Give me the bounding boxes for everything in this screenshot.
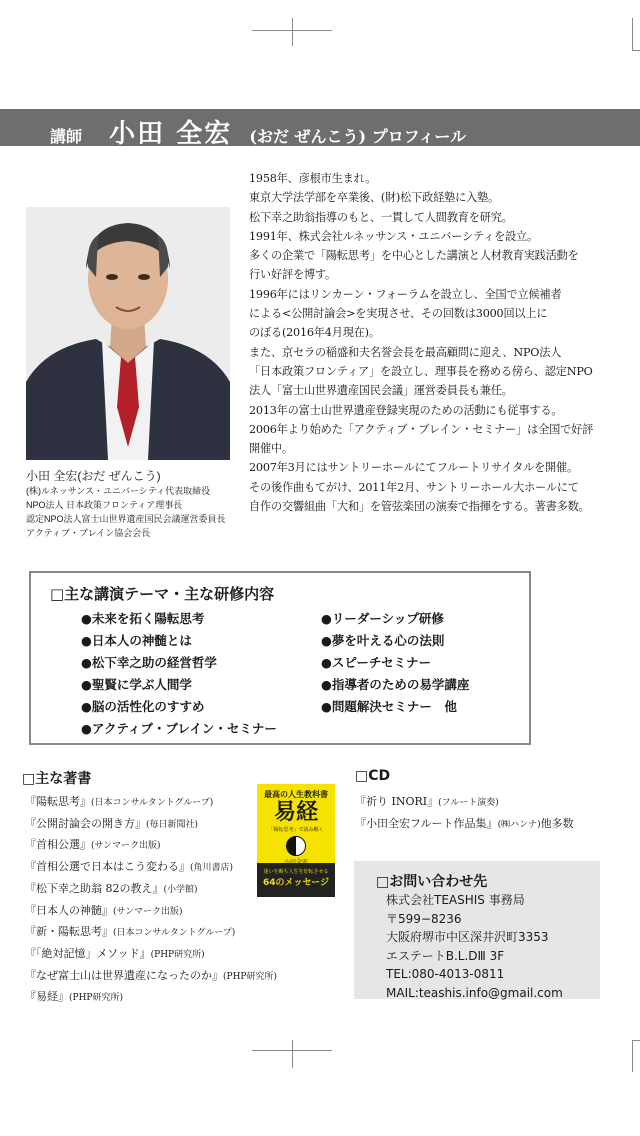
cd-title-text: 『小田全宏フルート作品集』	[355, 816, 498, 830]
book-publisher: (PHP研究所)	[150, 949, 205, 960]
contact-title: □お問い合わせ先	[376, 874, 488, 890]
theme-item: ●夢を叶える心の法則	[321, 633, 445, 648]
crop-mark	[632, 18, 633, 50]
profile-line: 1996年にはリンカーン・フォーラムを設立し、全国で立候補者	[249, 287, 562, 301]
cover-top: 最高の人生教科書	[264, 790, 328, 799]
book-title: 『易経』	[25, 990, 69, 1004]
profile-header	[0, 109, 640, 149]
bio-role: NPO法人 日本政策フロンティア理事長	[26, 500, 183, 510]
cd-note: (㈱ハンナ)	[497, 819, 541, 830]
theme-item: ●スピーチセミナー	[321, 655, 432, 670]
profile-line: 1958年、彦根市生まれ。	[249, 172, 377, 185]
cd-item	[355, 792, 574, 814]
portrait-photo	[26, 207, 230, 460]
book-publisher: (日本コンサルタントグループ)	[91, 798, 214, 808]
book-item	[25, 922, 345, 944]
cd-title: □CD	[355, 768, 391, 784]
cover-title: 易経	[273, 800, 318, 825]
book-title: 『「絶対記憶」メソッド』	[25, 946, 151, 960]
book-item	[25, 966, 345, 988]
bio-block	[26, 468, 241, 540]
book-title: 『松下幸之助翁 82の教え』	[25, 881, 164, 895]
cover-band-title: 64のメッセージ	[263, 878, 329, 888]
crop-mark	[292, 1040, 293, 1068]
contact-postal: 〒599−8236	[386, 911, 462, 926]
theme-item: ●アクティブ・ブレイン・セミナー	[81, 721, 277, 736]
profile-text	[249, 169, 599, 516]
theme-item: ●松下幸之助の経営哲学	[81, 655, 217, 670]
profile-line: 2007年3月にはサントリーホールにてフルートリサイタルを開催。	[249, 461, 579, 475]
cover-band	[257, 863, 335, 897]
portrait-illustration	[26, 207, 230, 460]
header-prefix: 講師	[50, 127, 83, 146]
theme-item: ●リーダーシップ研修	[321, 611, 444, 626]
book-publisher: (サンマーク出版)	[113, 906, 183, 917]
book-item	[25, 944, 345, 966]
cover-band-text: 迷いを断ち人生を好転させる	[263, 869, 329, 875]
book-title: 『首相公選で日本はこう変わる』	[25, 860, 190, 874]
profile-line: による<公開討論会>を実現させ、その回数は3000回以上に	[249, 307, 548, 321]
lecture-themes-box	[29, 571, 531, 745]
book-publisher: (小学館)	[163, 884, 198, 895]
theme-item: ●未来を拓く陽転思考	[81, 611, 205, 626]
profile-line: 東京大学法学部を卒業後、(財)松下政経塾に入塾。	[249, 191, 500, 205]
theme-item: ●日本人の神髄とは	[81, 633, 192, 648]
bio-role: アクティブ・ブレイン協会会長	[26, 528, 151, 538]
book-title: 『公開討論会の開き方』	[25, 816, 146, 830]
bio-name: 小田 全宏(おだ ぜんこう)	[26, 469, 161, 483]
book-publisher: (PHP研究所)	[223, 971, 277, 982]
crop-mark	[632, 1040, 633, 1072]
profile-line: 開催中。	[249, 442, 293, 456]
themes-left-column	[81, 608, 277, 740]
theme-item: ●指導者のための易学講座	[321, 677, 470, 692]
contact-phone[interactable]: TEL:080-4013-0811	[386, 967, 505, 981]
theme-item: ●脳の活性化のすすめ	[81, 699, 205, 714]
yin-yang-icon	[286, 836, 306, 856]
book-publisher: (PHP研究所)	[69, 993, 123, 1004]
profile-line: 行い好評を博す。	[249, 268, 337, 282]
book-title: 『首相公選』	[25, 838, 91, 852]
profile-line: 多くの企業で「陽転思考」を中心とした講演と人材教育実践活動を	[249, 249, 579, 263]
book-title: 『日本人の神髄』	[25, 903, 113, 917]
header-suffix: プロフィール	[371, 127, 467, 146]
book-item	[25, 987, 345, 1009]
profile-line: その後作曲もてがけ、2011年2月、サントリーホール大ホールにて	[249, 480, 579, 494]
contact-box	[354, 861, 600, 999]
bio-role: 認定NPO法人富士山世界遺産国民会議運営委員長	[26, 514, 226, 524]
book-publisher: (日本コンサルタントグループ)	[113, 928, 236, 939]
cover-sub: 「陽転思考」で読み解く	[268, 827, 324, 833]
profile-line: 法人「富士山世界遺産国民会議」運営委員長も兼任。	[249, 384, 513, 398]
contact-address: 大阪府堺市中区深井沢町3353	[386, 930, 549, 944]
profile-line: 松下幸之助翁指導のもと、一貫して人間教育を研究。	[249, 210, 513, 224]
crop-mark	[292, 18, 293, 46]
header-reading: (おだ ぜんこう)	[249, 127, 367, 146]
header-title	[50, 113, 466, 150]
profile-line: 「日本政策フロンティア」を設立し、理事長を務める傍ら、認定NPO	[249, 364, 593, 378]
profile-line: 2013年の富士山世界遺産登録実現のための活動にも従事する。	[249, 403, 563, 417]
contact-lines	[386, 891, 563, 1002]
book-title: 『新・陽転思考』	[25, 925, 113, 939]
cd-item	[355, 814, 574, 836]
books-title: □主な著書	[22, 771, 92, 787]
contact-email[interactable]: MAIL:teashis.info@gmail.com	[386, 985, 563, 1000]
profile-line: 1991年、株式会社ルネッサンス・ユニバーシティを設立。	[249, 229, 539, 243]
header-name: 小田 全宏	[109, 119, 233, 149]
contact-building: エステートB.L.DⅢ 3F	[386, 948, 505, 963]
book-title: 『なぜ富士山は世界遺産になったのか』	[25, 968, 223, 982]
profile-line: また、京セラの稲盛和夫名誉会長を最高顧問に迎え、NPO法人	[249, 345, 562, 359]
book-publisher: (サンマーク出版)	[91, 841, 161, 852]
theme-item: ●聖賢に学ぶ人間学	[81, 677, 192, 692]
crop-mark	[632, 50, 640, 51]
cd-tail: 他多数	[540, 816, 574, 830]
book-item	[25, 901, 345, 923]
themes-title: □主な講演テーマ・主な研修内容	[50, 585, 275, 603]
theme-item: ●問題解決セミナー 他	[321, 699, 457, 714]
themes-right-column	[321, 608, 469, 718]
book-publisher: (角川書店)	[190, 863, 234, 874]
profile-line: 自作の交響組曲「大和」を管弦楽団の演奏で指揮をする。著書多数。	[249, 500, 590, 514]
book-cover-image	[257, 784, 335, 897]
crop-mark	[632, 1040, 640, 1041]
cd-note: (フルート演奏)	[438, 798, 499, 808]
contact-company: 株式会社TEASHIS 事務局	[386, 893, 525, 907]
bio-role: (株)ルネッサンス・ユニバーシティ代表取締役	[26, 486, 211, 496]
book-publisher: (毎日新聞社)	[146, 819, 199, 830]
profile-line: のぼる(2016年4月現在)。	[249, 326, 380, 340]
cd-list	[355, 792, 574, 835]
book-title: 『陽転思考』	[25, 795, 91, 808]
cd-title-text: 『祈り INORI』	[355, 795, 439, 808]
profile-line: 2006年より始めた「アクティブ・ブレイン・セミナー」は全国で好評	[249, 422, 594, 436]
